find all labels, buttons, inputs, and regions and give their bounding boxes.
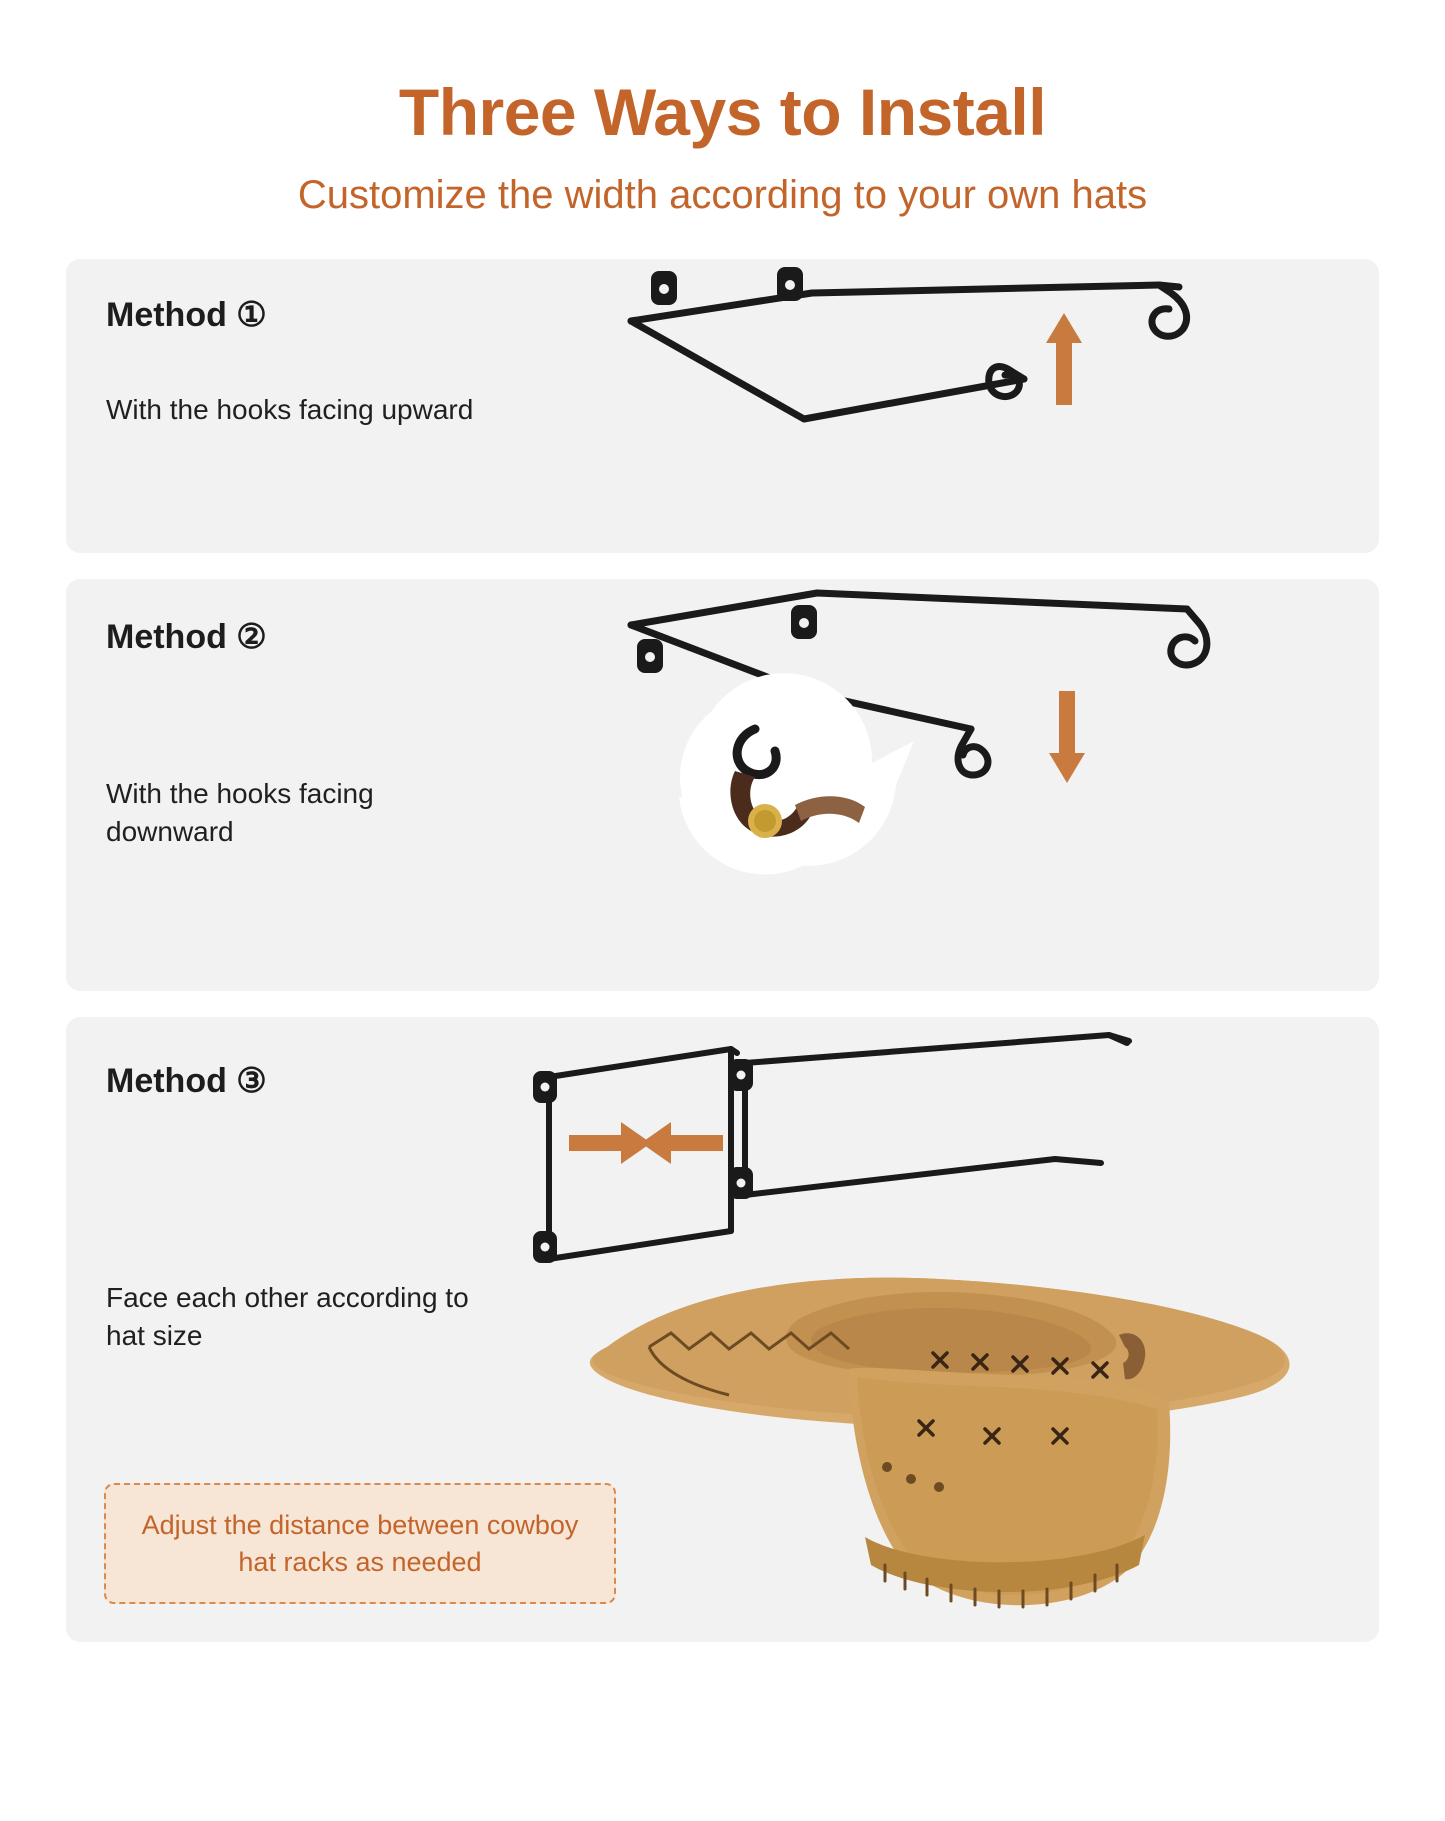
cowboy-hat-photo (590, 1278, 1290, 1607)
method-1-illustration (559, 259, 1379, 553)
method-3-illustration (499, 1017, 1379, 1642)
hat-rack-right-icon (745, 1035, 1129, 1195)
method-card-list (0, 259, 1445, 1642)
method-card-3 (66, 1017, 1379, 1642)
method-2-label: Method ② (106, 618, 267, 657)
method-1-description: With the hooks facing upward (106, 394, 474, 426)
arrow-up-icon (1046, 313, 1082, 405)
method-card-1 (66, 259, 1379, 553)
hat-rack-left-icon (549, 1049, 737, 1259)
wall-plate-icon (533, 1071, 557, 1263)
method-3-label: Method ③ (106, 1062, 267, 1101)
arrow-down-icon (1049, 691, 1085, 783)
method-3-description: Face each other according to hat size (106, 1282, 469, 1352)
hook-closeup-photo (679, 673, 914, 874)
method-2-illustration (559, 579, 1379, 991)
arrows-facing-icon (569, 1122, 723, 1164)
adjust-distance-note: Adjust the distance between cowboy hat racks as needed (104, 1483, 616, 1604)
method-2-description: With the hooks facing downward (106, 778, 374, 848)
hat-rack-wire-icon (631, 285, 1187, 419)
method-card-2 (66, 579, 1379, 991)
page-title: Three Ways to Install (398, 75, 1047, 149)
page-header (0, 0, 1445, 217)
page-subtitle: Customize the width according to your own hats (297, 173, 1148, 218)
method-1-label: Method ① (106, 296, 267, 335)
